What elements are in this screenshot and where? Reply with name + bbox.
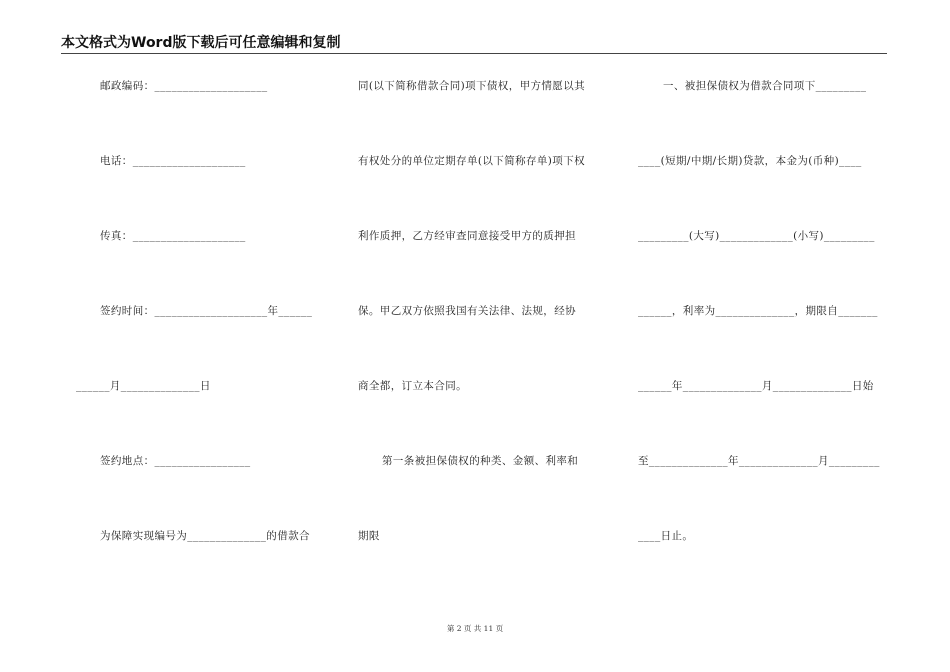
body-text-line: 利作质押，乙方经审查同意接受甲方的质押担 (358, 230, 576, 242)
clause-text-line: ______年______________月______________日始 (638, 380, 874, 392)
clause-text-line: 至______________年______________月_________ (638, 455, 880, 467)
clause-text-line: ____(短期/中期/长期)贷款，本金为(币种)____ (638, 155, 862, 167)
phone-line: 电话：____________________ (100, 155, 246, 167)
page-number: 第 2 页 共 11 页 (446, 624, 504, 633)
clause-text-line: 一、被担保债权为借款合同项下_________ (663, 80, 867, 92)
clause-text-line: _________(大写)_____________(小写)_________ (638, 230, 875, 242)
body-text-line: 同(以下简称借款合同)项下债权，甲方情愿以其 (358, 80, 585, 92)
document-header: 本文格式为Word版下载后可任意编辑和复制 (61, 35, 341, 51)
signing-time-line: 签约时间：____________________年______ (100, 305, 313, 317)
header-divider (61, 53, 887, 54)
body-text-line: 有权处分的单位定期存单(以下简称存单)项下权 (358, 155, 585, 167)
fax-line: 传真：____________________ (100, 230, 246, 242)
clause-text-line: ____日止。 (638, 530, 694, 542)
postal-code-line: 邮政编码：____________________ (100, 80, 268, 92)
signing-date-line: ______月______________日 (76, 380, 211, 392)
article-heading-cont: 期限 (358, 530, 380, 542)
article-heading: 第一条被担保债权的种类、金额、利率和 (382, 455, 579, 467)
body-text-line: 保。甲乙双方依照我国有关法律、法规，经协 (358, 305, 576, 317)
clause-text-line: ______，利率为______________，期限自_______ (638, 305, 878, 317)
signing-place-line: 签约地点：_________________ (100, 455, 251, 467)
contract-number-line: 为保障实现编号为______________的借款合 (100, 530, 310, 542)
body-text-line: 商全都，订立本合同。 (358, 380, 467, 392)
